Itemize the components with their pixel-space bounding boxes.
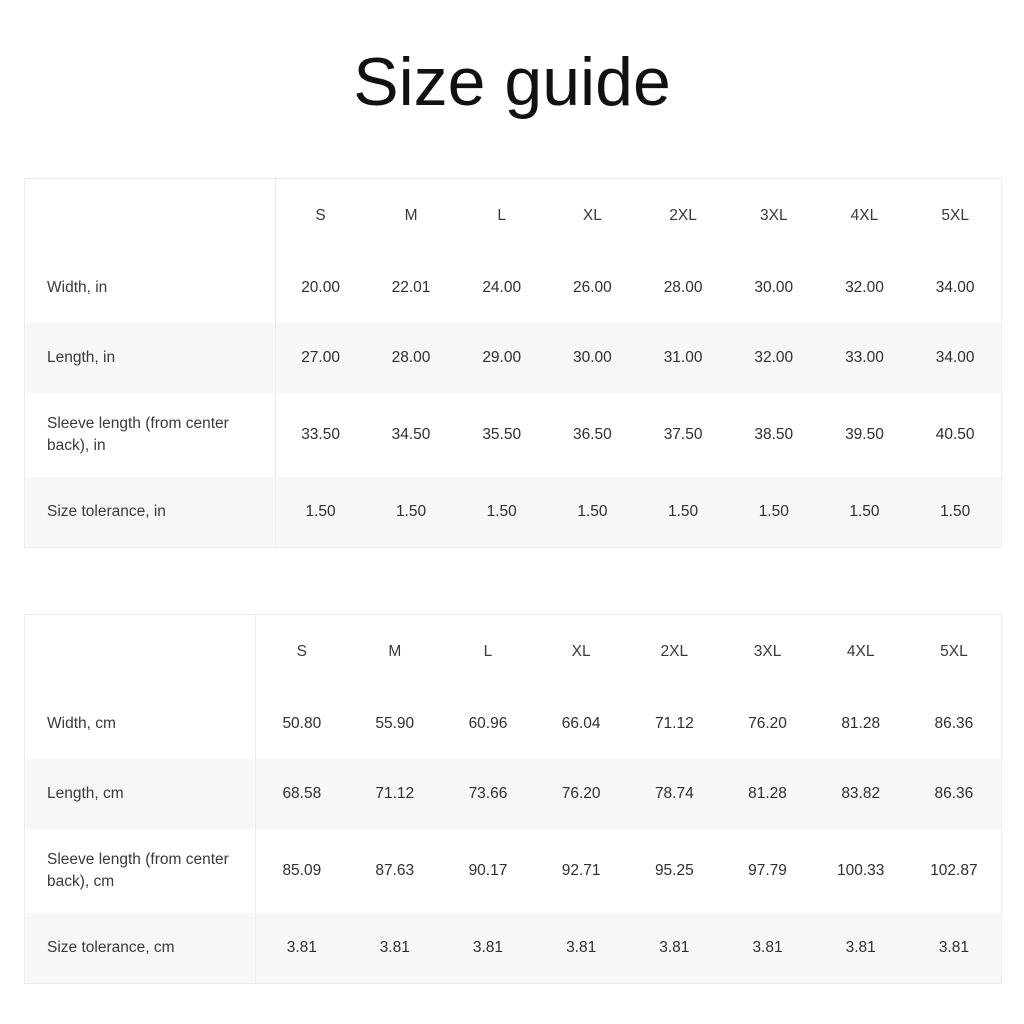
cell: 26.00 [573, 279, 612, 296]
column-header-5xl: 5XL [910, 179, 1001, 253]
column-header-l: L [441, 615, 534, 689]
cell: 1.50 [819, 477, 910, 547]
cell: 1.50 [366, 477, 457, 547]
row-label: Length, in [25, 323, 275, 393]
cell: 71.12 [654, 715, 694, 732]
table-row [25, 759, 1001, 829]
cell: 1.50 [456, 477, 547, 547]
cell: 76.20 [535, 759, 628, 829]
cell: 28.00 [663, 279, 703, 296]
cell: 92.71 [561, 862, 601, 879]
cell: 39.50 [845, 426, 884, 443]
cell: 3.81 [814, 913, 907, 983]
column-header-4xl: 4XL [814, 615, 907, 689]
cell: 24.00 [482, 279, 522, 296]
cell: 3.81 [907, 913, 1000, 983]
cell: 37.50 [663, 426, 703, 443]
cell: 34.00 [910, 323, 1001, 393]
column-header-m: M [366, 179, 457, 253]
row-label: Width, in [25, 253, 275, 323]
cell: 36.50 [573, 426, 612, 443]
cell: 20.00 [301, 279, 340, 296]
size-table-inches [24, 178, 1002, 548]
column-header-s: S [275, 179, 366, 253]
cell: 87.63 [375, 862, 415, 879]
table-row [25, 253, 1001, 323]
cell: 1.50 [910, 477, 1001, 547]
cell: 3.81 [255, 913, 348, 983]
cell: 76.20 [748, 715, 787, 732]
row-label: Size tolerance, cm [25, 913, 255, 983]
cell: 81.28 [841, 715, 881, 732]
cell: 34.00 [935, 279, 975, 296]
cell: 1.50 [638, 477, 729, 547]
cell: 102.87 [930, 862, 978, 879]
cell: 1.50 [728, 477, 819, 547]
table-row [25, 829, 1001, 913]
column-header-3xl: 3XL [728, 179, 819, 253]
column-header-s: S [255, 615, 348, 689]
cell: 68.58 [255, 759, 348, 829]
table-header-row [25, 615, 1001, 689]
cell: 33.00 [819, 323, 910, 393]
cell: 32.00 [728, 323, 819, 393]
cell: 86.36 [934, 715, 974, 732]
page-title: Size guide [353, 44, 671, 120]
column-header-4xl: 4XL [819, 179, 910, 253]
cell: 81.28 [721, 759, 814, 829]
cell: 3.81 [628, 913, 721, 983]
cell: 55.90 [375, 715, 415, 732]
cell: 32.00 [845, 279, 884, 296]
cell: 78.74 [628, 759, 721, 829]
row-label: Sleeve length (from center back), in [25, 393, 275, 477]
cell: 100.33 [837, 862, 885, 879]
cell: 29.00 [456, 323, 547, 393]
table-row [25, 393, 1001, 477]
column-header-2xl: 2XL [638, 179, 729, 253]
table-row [25, 477, 1001, 547]
cell: 73.66 [441, 759, 534, 829]
cell: 83.82 [814, 759, 907, 829]
cell: 60.96 [468, 715, 508, 732]
cell: 86.36 [907, 759, 1000, 829]
cell: 3.81 [441, 913, 534, 983]
row-label: Width, cm [25, 689, 255, 759]
cell: 50.80 [282, 715, 322, 732]
cell: 3.81 [348, 913, 441, 983]
column-header-xl: XL [535, 615, 628, 689]
cell: 30.00 [547, 323, 638, 393]
row-label: Length, cm [25, 759, 255, 829]
cell: 27.00 [275, 323, 366, 393]
cell: 3.81 [535, 913, 628, 983]
cell: 33.50 [301, 426, 340, 443]
column-header-3xl: 3XL [721, 615, 814, 689]
cell: 3.81 [721, 913, 814, 983]
cell: 85.09 [282, 862, 322, 879]
cell: 40.50 [935, 426, 975, 443]
cell: 1.50 [275, 477, 366, 547]
cell: 1.50 [547, 477, 638, 547]
table-row [25, 689, 1001, 759]
size-table-centimeters [24, 614, 1002, 984]
table-row [25, 913, 1001, 983]
column-header-5xl: 5XL [907, 615, 1000, 689]
table-header-row [25, 179, 1001, 253]
cell: 22.01 [391, 279, 431, 296]
column-header-xl: XL [547, 179, 638, 253]
cell: 71.12 [348, 759, 441, 829]
cell: 30.00 [754, 279, 794, 296]
row-label: Size tolerance, in [25, 477, 275, 547]
column-header-m: M [348, 615, 441, 689]
cell: 35.50 [482, 426, 522, 443]
cell: 28.00 [366, 323, 457, 393]
cell: 66.04 [561, 715, 601, 732]
table-corner-cell [25, 615, 255, 689]
cell: 97.79 [748, 862, 787, 879]
column-header-2xl: 2XL [628, 615, 721, 689]
table-corner-cell [25, 179, 275, 253]
cell: 34.50 [391, 426, 431, 443]
table-row [25, 323, 1001, 393]
cell: 90.17 [468, 862, 508, 879]
cell: 95.25 [654, 862, 694, 879]
cell: 38.50 [754, 426, 794, 443]
column-header-l: L [456, 179, 547, 253]
cell: 31.00 [638, 323, 729, 393]
row-label: Sleeve length (from center back), cm [25, 829, 255, 913]
